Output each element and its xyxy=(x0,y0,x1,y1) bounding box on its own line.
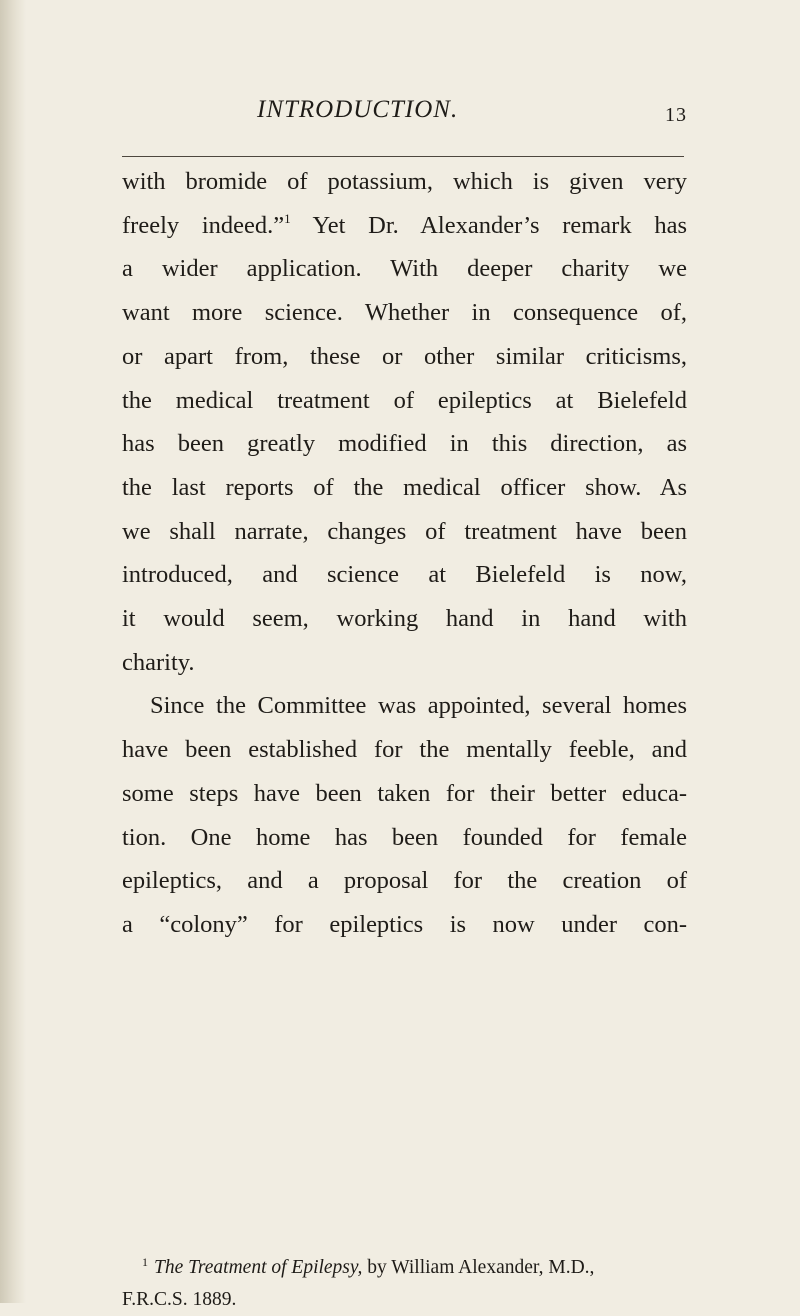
footnote-title: The Treatment of Epilepsy, xyxy=(154,1257,363,1278)
text-line: some steps have been taken for their better educa- xyxy=(122,779,687,807)
text-line: a “colony” for epileptics is now under con- xyxy=(122,910,687,938)
text-fragment: Yet Dr. Alexander’s remark has xyxy=(312,211,687,239)
page-number: 13 xyxy=(665,104,687,126)
text-line: charity. xyxy=(122,648,195,676)
footnote xyxy=(122,1252,687,1316)
text-line: epileptics, and a proposal for the creation of xyxy=(122,867,687,895)
text-line: introduced, and science at Bielefeld is now, xyxy=(122,561,687,589)
text-line: Since the Committee was appointed, several homes xyxy=(150,692,687,720)
footnote-text: by William Alexander, M.D., xyxy=(367,1257,595,1278)
header-rule xyxy=(122,156,684,157)
footnote-line xyxy=(122,1252,687,1284)
running-head-title: INTRODUCTION. xyxy=(257,96,459,123)
footnote-reference: 1 xyxy=(284,210,291,226)
text-line: with bromide of potassium, which is given very xyxy=(122,168,687,195)
page-edge-shadow xyxy=(0,0,26,1303)
text-line: a wider application. With deeper charity we xyxy=(122,255,687,283)
text-line: the last reports of the medical officer show. As xyxy=(122,473,687,501)
running-head xyxy=(0,96,800,136)
text-line: or apart from, these or other similar criticisms, xyxy=(122,342,687,370)
text-line xyxy=(122,204,687,248)
text-line: has been greatly modified in this direction, as xyxy=(122,430,687,458)
text-line: have been established for the mentally feeble, and xyxy=(122,736,687,764)
text-line: tion. One home has been founded for female xyxy=(122,823,687,851)
text-line: want more science. Whether in consequence of, xyxy=(122,299,687,327)
text-fragment: freely indeed.” xyxy=(122,211,285,239)
footnote-mark: 1 xyxy=(142,1255,148,1269)
text-line: the medical treatment of epileptics at Bielefeld xyxy=(122,386,687,414)
body-text xyxy=(122,160,687,947)
text-line: we shall narrate, changes of treatment have been xyxy=(122,517,687,545)
footnote-line: F.R.C.S. 1889. xyxy=(122,1289,237,1310)
text-line: it would seem, working hand in hand with xyxy=(122,605,687,633)
